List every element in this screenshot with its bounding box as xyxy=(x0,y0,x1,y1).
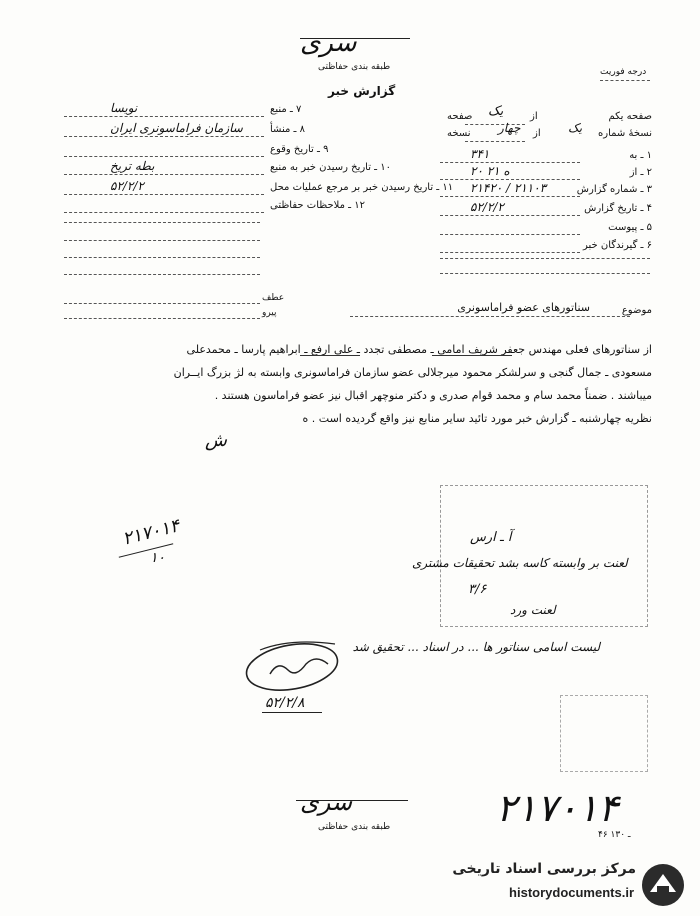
left-form-value: سازمان فراماسونری ایران xyxy=(110,121,243,135)
left-form-line xyxy=(64,136,264,137)
priority-field xyxy=(600,80,650,81)
classification-handwritten: سری xyxy=(300,28,357,58)
right-form-line xyxy=(440,196,580,197)
footer-classification-handwritten: سری xyxy=(300,788,353,816)
subject-left-line xyxy=(64,303,260,304)
right-form-label: ۳ ـ شماره گزارش xyxy=(576,184,652,195)
classification-underline xyxy=(300,38,410,39)
subject-left-line xyxy=(64,318,260,319)
left-form-label: ۱۲ ـ ملاحظات حفاظتی xyxy=(270,200,365,211)
archive-logo-icon xyxy=(640,862,686,908)
margin-number-bottom: ۱۰ xyxy=(150,550,166,566)
right-form-label: ۶ ـ گیرندگان خبر xyxy=(582,240,652,251)
copy-value: یک xyxy=(568,121,583,135)
left-form-value: ۵۲/۲/۲ xyxy=(110,179,144,193)
body-signature: ش xyxy=(205,430,227,451)
body-line: میباشند . ضمناً محمد سام و محمد قوام صدری و دکتر منوچهر اقبال نیز عضو فراماسون هستند . xyxy=(214,389,652,402)
watermark xyxy=(428,858,690,912)
right-form-label: ۵ ـ پیوست xyxy=(608,222,652,233)
blank-line xyxy=(440,273,650,274)
left-form-line xyxy=(64,212,264,213)
footer-big-number: ۲۱۷۰۱۴ xyxy=(496,786,619,830)
left-form-line xyxy=(64,194,264,195)
signature-date-line xyxy=(262,712,322,713)
subject-value: سناتورهای عضو فراماسونری xyxy=(457,301,590,314)
left-form-label: ۱۱ ـ تاریخ رسیدن خبر بر مرجع عملیات محل xyxy=(270,182,454,193)
page-suffix: صفحه xyxy=(447,111,473,122)
signature-scribble xyxy=(240,630,360,705)
classification-label: طبقه بندی حفاظتی xyxy=(318,62,391,72)
blank-line xyxy=(64,240,260,241)
left-form-line xyxy=(64,156,264,157)
footer-classification-underline xyxy=(296,800,408,801)
copy-label: نسخهٔ شماره xyxy=(598,128,652,139)
left-form-line xyxy=(64,116,264,117)
copy-field-line xyxy=(465,141,525,142)
left-form-line xyxy=(64,174,264,175)
right-form-label: ۱ ـ به xyxy=(629,150,652,161)
underline-mark xyxy=(300,355,360,356)
footer-classification-label: طبقه بندی حفاظتی xyxy=(318,822,391,832)
right-form-value: ۵۲/۲/۲ xyxy=(470,200,504,214)
left-form-label: ۷ ـ منبع xyxy=(270,104,302,115)
body-line: نظریه چهارشنبه ـ گزارش خبر مورد تائید سایر منابع نیز واقع گردیده است . ه xyxy=(302,412,652,425)
right-form-line xyxy=(440,252,580,253)
form-code: ۴۶ ـ ۱۳۰ xyxy=(598,830,631,840)
body-line: مسعودی ـ جمال گنجی و سرلشکر محمود میرجلالی عضو سازمان فراماسونری وابسته به لژ بزرگ ایــران xyxy=(173,366,652,379)
handwritten-note-line3: ۳/۶ xyxy=(468,582,487,597)
signature-date: ۵۲/۲/۸ xyxy=(265,695,305,711)
right-form-line xyxy=(440,234,580,235)
left-form-label: ۸ ـ منشأ xyxy=(270,124,306,135)
page-value: یک xyxy=(488,104,504,119)
body-line: از سناتورهای فعلی مهندس جعفر شریف امامی ـ مصطفی تجدد ـ علی ارفع ـ ابراهیم پارسا ـ محمدعلی xyxy=(186,343,652,356)
subject-side-top: عطف xyxy=(262,293,285,303)
margin-number: ۲۱۷۰۱۴ xyxy=(120,515,182,550)
left-form-value: نویسا xyxy=(110,101,138,115)
blank-line xyxy=(64,222,260,223)
left-form-value: بطه تریخ xyxy=(110,159,155,173)
right-form-value: ۲۰ ه ۲۱ xyxy=(470,164,510,178)
handwritten-note-line2: لعنت بر وابسته کاسه بشد تحقیقات مشتری xyxy=(412,556,628,570)
copy-from: از xyxy=(533,128,541,139)
right-form-line xyxy=(440,215,580,216)
blank-line xyxy=(64,274,260,275)
right-form-line xyxy=(440,179,580,180)
underline-mark xyxy=(432,355,512,356)
right-form-value: ۳۴۱ xyxy=(470,147,490,161)
right-form-line xyxy=(440,162,580,163)
blank-line xyxy=(64,257,260,258)
form-title: گزارش خبر xyxy=(328,84,396,98)
handwritten-line: لیست اسامی سناتور ها ... در اسناد ... تحقیق شد xyxy=(352,640,600,654)
copy-suffix: نسخه xyxy=(447,128,471,139)
page-from: از xyxy=(530,111,538,122)
copy-total: چهار xyxy=(498,121,521,135)
right-form-value: ۲۱۴۲۰ / ۲۱۱۰۳ xyxy=(470,181,547,195)
right-form-label: ۴ ـ تاریخ گزارش xyxy=(584,203,652,214)
blank-line xyxy=(440,258,650,259)
subject-line xyxy=(350,316,630,317)
report-body xyxy=(52,338,652,430)
handwritten-note-line4: لعنت ورد xyxy=(510,603,556,617)
subject-side-bottom: پیرو xyxy=(262,308,277,318)
right-form-label: ۲ ـ از xyxy=(629,167,652,178)
priority-label: درجه فوریت xyxy=(600,67,647,77)
left-form-label: ۹ ـ تاریخ وقوع xyxy=(270,144,329,155)
left-form-label: ۱۰ ـ تاریخ رسیدن خبر به منبع xyxy=(270,162,392,173)
handwritten-note-line1: آ ـ ارس xyxy=(470,530,512,545)
subject-label: موضوع xyxy=(621,305,652,316)
stamp-area xyxy=(560,695,648,772)
watermark-site: historydocuments.ir xyxy=(509,885,634,900)
page-label: صفحه یکم xyxy=(608,111,652,122)
watermark-org-name: مرکز بررسی اسناد تاریخی xyxy=(452,861,636,877)
